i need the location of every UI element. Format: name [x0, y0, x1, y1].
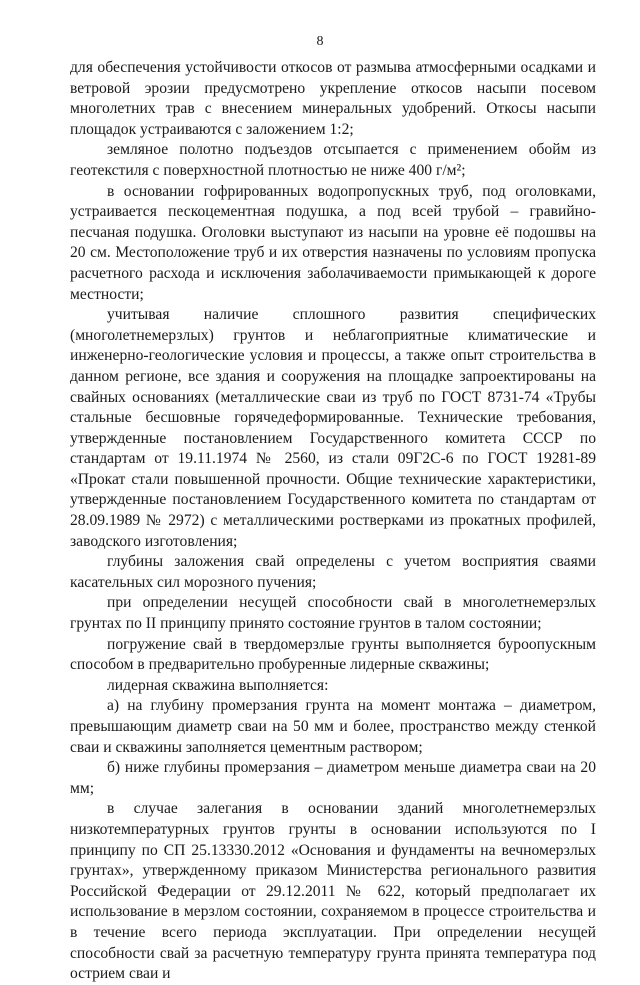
paragraph-permafrost-principle: в случае залегания в основании зданий многолетнемерзлых низкотемпературных грунтов грунты в основании используются по I принципу по СП 25.13330.2012 «Основания и фундаменты на вечномерзлых грунтах», утвержденному приказом Министерства регионального развития Российской Федерации от 29.12.2011 № 622, который предполагает их использование в мерзлом состоянии, сохраняемом в процессе строительства и в течение всего периода эксплуатации. При определении несущей способности свай за расчетную температуру грунта принята температура под острием сваи и [70, 800, 596, 983]
paragraph-pilot-hole-a: а) на глубину промерзания грунта на момент монтажа – диаметром, превышающим диаметр сваи на 50 мм и более, пространство между стенкой сваи и скважины заполняется цементным раствором; [70, 697, 596, 756]
paragraph-pilot-hole-b: б) ниже глубины промерзания – диаметром меньше диаметра сваи на 20 мм; [70, 759, 596, 797]
paragraph-pile-depth: глубины заложения свай определены с учетом восприятия сваями касательных сил морозного пучения; [70, 553, 596, 591]
page-number: 8 [316, 34, 324, 49]
paragraph-culvert-pipes: в основании гофрированных водопропускных труб, под оголовками, устраивается пескоцементная подушка, а под всей трубой – гравийно-песчаная подушка. Оголовки выступают из насыпи на уровне её подошвы на 20 см. Местоположение труб и их отверстия назначены по условиям пропуска расчетного расхода и исключения заболачиваемости примыкающей к дороге местности; [70, 182, 596, 303]
document-body [70, 58, 596, 985]
paragraph-geotextile-roadbed: земляное полотно подъездов отсыпается с применением обойм из геотекстиля с поверхностной плотностью не ниже 400 г/м²; [70, 141, 596, 179]
paragraph-slope-protection: для обеспечения устойчивости откосов от размыва атмосферными осадками и ветровой эрозии предусмотрено укрепление откосов насыпи посевом многолетних трав с внесением минеральных удобрений. Откосы насыпи площадок устраиваются с заложением 1:2; [70, 59, 596, 138]
paragraph-pile-foundations: учитывая наличие сплошного развития специфических (многолетнемерзлых) грунтов и неблагоприятные климатические и инженерно-геологические условия и процессы, а также опыт строительства в данном регионе, все здания и сооружения на площадке запроектированы на свайных основаниях (металлические сваи из труб по ГОСТ 8731-74 «Трубы стальные бесшовные горячедеформированные. Технические требования, утвержденные постановлением Государственного комитета СССР по стандартам от 19.11.1974 № 2560, из стали 09Г2С-6 по ГОСТ 19281-89 «Прокат стали повышенной прочности. Общие технические характеристики, утвержденные постановлением Государственного комитета по стандартам от 28.09.1989 № 2972) с металлическими ростверками из прокатных профилей, заводского изготовления; [70, 306, 596, 550]
paragraph-bearing-capacity: при определении несущей способности свай в многолетнемерзлых грунтах по II принципу принято состояние грунтов в талом состоянии; [70, 594, 596, 633]
paragraph-pile-installation: погружение свай в твердомерзлые грунты выполняется буроопускным способом в предварительно пробуренные лидерные скважины; [70, 635, 596, 674]
paragraph-pilot-hole-intro: лидерная скважина выполняется: [107, 676, 329, 694]
